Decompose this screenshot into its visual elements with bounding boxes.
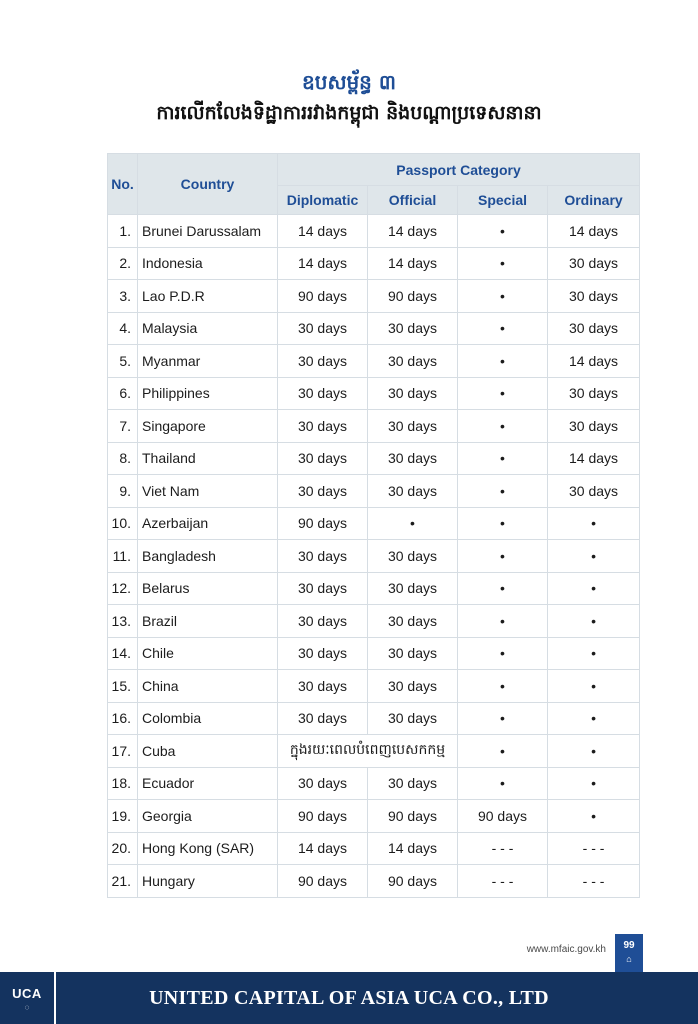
row-number: 18.	[108, 767, 138, 800]
row-number: 19.	[108, 800, 138, 833]
special-cell: •	[458, 572, 548, 605]
company-logo	[0, 972, 56, 1024]
header-passport-category: Passport Category	[278, 154, 640, 186]
row-number: 3.	[108, 280, 138, 313]
country-name: Lao P.D.R	[138, 280, 278, 313]
country-name: Myanmar	[138, 345, 278, 378]
diplomatic-cell: 30 days	[278, 410, 368, 443]
page-number: 99	[623, 940, 635, 951]
ordinary-cell: 30 days	[548, 410, 640, 443]
diplomatic-cell: 14 days	[278, 832, 368, 865]
official-cell: 30 days	[368, 670, 458, 703]
logo-mark-icon: ◌	[24, 1003, 30, 1012]
diplomatic-cell: 30 days	[278, 572, 368, 605]
table-row	[108, 280, 640, 313]
table-row	[108, 637, 640, 670]
table-row	[108, 702, 640, 735]
official-cell: 90 days	[368, 865, 458, 898]
diplomatic-cell: 90 days	[278, 507, 368, 540]
official-cell: 14 days	[368, 247, 458, 280]
special-cell: •	[458, 475, 548, 508]
country-name: Viet Nam	[138, 475, 278, 508]
ordinary-cell: 30 days	[548, 312, 640, 345]
special-cell: •	[458, 735, 548, 768]
footer-bar	[0, 972, 698, 1024]
table-row	[108, 865, 640, 898]
row-number: 21.	[108, 865, 138, 898]
country-name: Hungary	[138, 865, 278, 898]
ordinary-cell: •	[548, 735, 640, 768]
official-cell: 30 days	[368, 572, 458, 605]
header-official: Official	[368, 186, 458, 215]
diplomatic-cell: 14 days	[278, 215, 368, 248]
table-row	[108, 767, 640, 800]
diplomatic-cell: 30 days	[278, 767, 368, 800]
special-cell: •	[458, 247, 548, 280]
table-row	[108, 475, 640, 508]
special-cell: - - -	[458, 865, 548, 898]
special-cell: •	[458, 410, 548, 443]
special-cell: •	[458, 702, 548, 735]
table-row	[108, 507, 640, 540]
ordinary-cell: - - -	[548, 832, 640, 865]
ordinary-cell: •	[548, 702, 640, 735]
row-number: 7.	[108, 410, 138, 443]
row-number: 11.	[108, 540, 138, 573]
diplomatic-cell: 30 days	[278, 345, 368, 378]
official-cell: 30 days	[368, 475, 458, 508]
special-cell: •	[458, 345, 548, 378]
special-cell: •	[458, 377, 548, 410]
diplomatic-cell: 30 days	[278, 312, 368, 345]
country-name: Malaysia	[138, 312, 278, 345]
table-row	[108, 442, 640, 475]
table-row	[108, 215, 640, 248]
visa-exemption-table	[107, 153, 640, 898]
ordinary-cell: 30 days	[548, 247, 640, 280]
row-number: 12.	[108, 572, 138, 605]
row-number: 20.	[108, 832, 138, 865]
diplomatic-cell: 90 days	[278, 800, 368, 833]
header-ordinary: Ordinary	[548, 186, 640, 215]
table-row	[108, 832, 640, 865]
country-name: Chile	[138, 637, 278, 670]
country-name: Cuba	[138, 735, 278, 768]
special-cell: •	[458, 605, 548, 638]
official-cell: 14 days	[368, 215, 458, 248]
special-cell: •	[458, 507, 548, 540]
diplomatic-cell: 30 days	[278, 670, 368, 703]
table-row	[108, 377, 640, 410]
table-row	[108, 800, 640, 833]
ordinary-cell: 14 days	[548, 442, 640, 475]
country-name: Thailand	[138, 442, 278, 475]
country-name: Bangladesh	[138, 540, 278, 573]
special-cell: •	[458, 280, 548, 313]
special-cell: •	[458, 637, 548, 670]
company-name: UNITED CAPITAL OF ASIA UCA CO., LTD	[149, 987, 549, 1009]
country-name: Georgia	[138, 800, 278, 833]
special-cell: 90 days	[458, 800, 548, 833]
ordinary-cell: •	[548, 637, 640, 670]
country-name: Azerbaijan	[138, 507, 278, 540]
row-number: 9.	[108, 475, 138, 508]
row-number: 2.	[108, 247, 138, 280]
ordinary-cell: 14 days	[548, 215, 640, 248]
diplomatic-cell: 30 days	[278, 605, 368, 638]
special-cell: •	[458, 540, 548, 573]
official-cell: 30 days	[368, 377, 458, 410]
table-row	[108, 605, 640, 638]
merged-duration-note: ក្នុងរយៈពេលបំពេញបេសកកម្ម	[278, 735, 458, 768]
official-cell: 14 days	[368, 832, 458, 865]
table-row	[108, 670, 640, 703]
special-cell: •	[458, 767, 548, 800]
official-cell: 30 days	[368, 410, 458, 443]
country-name: Brunei Darussalam	[138, 215, 278, 248]
ordinary-cell: •	[548, 507, 640, 540]
official-cell: 30 days	[368, 345, 458, 378]
diplomatic-cell: 90 days	[278, 865, 368, 898]
logo-text: UCA	[12, 986, 42, 1001]
ordinary-cell: •	[548, 572, 640, 605]
country-name: Philippines	[138, 377, 278, 410]
ordinary-cell: •	[548, 540, 640, 573]
ordinary-cell: •	[548, 767, 640, 800]
official-cell: 30 days	[368, 605, 458, 638]
ordinary-cell: 14 days	[548, 345, 640, 378]
official-cell: 90 days	[368, 280, 458, 313]
special-cell: •	[458, 442, 548, 475]
country-name: Ecuador	[138, 767, 278, 800]
special-cell: - - -	[458, 832, 548, 865]
diplomatic-cell: 30 days	[278, 540, 368, 573]
official-cell: •	[368, 507, 458, 540]
country-name: Hong Kong (SAR)	[138, 832, 278, 865]
table-row	[108, 312, 640, 345]
special-cell: •	[458, 670, 548, 703]
ordinary-cell: 30 days	[548, 475, 640, 508]
row-number: 8.	[108, 442, 138, 475]
country-name: Colombia	[138, 702, 278, 735]
country-name: China	[138, 670, 278, 703]
diplomatic-cell: 90 days	[278, 280, 368, 313]
annex-title: ឧបសម្ព័ន្ធ ៣	[302, 70, 396, 94]
table-row	[108, 735, 640, 768]
official-cell: 30 days	[368, 702, 458, 735]
row-number: 5.	[108, 345, 138, 378]
row-number: 4.	[108, 312, 138, 345]
diplomatic-cell: 30 days	[278, 475, 368, 508]
country-name: Brazil	[138, 605, 278, 638]
row-number: 10.	[108, 507, 138, 540]
official-cell: 30 days	[368, 312, 458, 345]
table-row	[108, 345, 640, 378]
official-cell: 90 days	[368, 800, 458, 833]
country-name: Indonesia	[138, 247, 278, 280]
table-row	[108, 540, 640, 573]
ordinary-cell: •	[548, 605, 640, 638]
table-row	[108, 247, 640, 280]
ordinary-cell: •	[548, 670, 640, 703]
official-cell: 30 days	[368, 637, 458, 670]
emblem-icon: ⌂	[626, 954, 632, 964]
row-number: 14.	[108, 637, 138, 670]
ordinary-cell: •	[548, 800, 640, 833]
header-no: No.	[108, 154, 138, 215]
row-number: 6.	[108, 377, 138, 410]
official-cell: 30 days	[368, 442, 458, 475]
diplomatic-cell: 30 days	[278, 377, 368, 410]
special-cell: •	[458, 215, 548, 248]
official-cell: 30 days	[368, 540, 458, 573]
diplomatic-cell: 30 days	[278, 442, 368, 475]
country-name: Singapore	[138, 410, 278, 443]
row-number: 1.	[108, 215, 138, 248]
row-number: 16.	[108, 702, 138, 735]
website-url: www.mfaic.gov.kh	[526, 944, 606, 955]
header-diplomatic: Diplomatic	[278, 186, 368, 215]
row-number: 17.	[108, 735, 138, 768]
title-block	[0, 68, 698, 128]
official-cell: 30 days	[368, 767, 458, 800]
special-cell: •	[458, 312, 548, 345]
row-number: 13.	[108, 605, 138, 638]
header-special: Special	[458, 186, 548, 215]
diplomatic-cell: 14 days	[278, 247, 368, 280]
country-name: Belarus	[138, 572, 278, 605]
header-country: Country	[138, 154, 278, 215]
diplomatic-cell: 30 days	[278, 702, 368, 735]
ordinary-cell: - - -	[548, 865, 640, 898]
ordinary-cell: 30 days	[548, 377, 640, 410]
diplomatic-cell: 30 days	[278, 637, 368, 670]
page-title: ការលើកលែងទិដ្ឋាការរវាងកម្ពុជា និងបណ្តាប្រទេសនានា	[156, 102, 542, 124]
table-row	[108, 410, 640, 443]
row-number: 15.	[108, 670, 138, 703]
table-row	[108, 572, 640, 605]
ordinary-cell: 30 days	[548, 280, 640, 313]
page-number-badge	[615, 934, 643, 972]
